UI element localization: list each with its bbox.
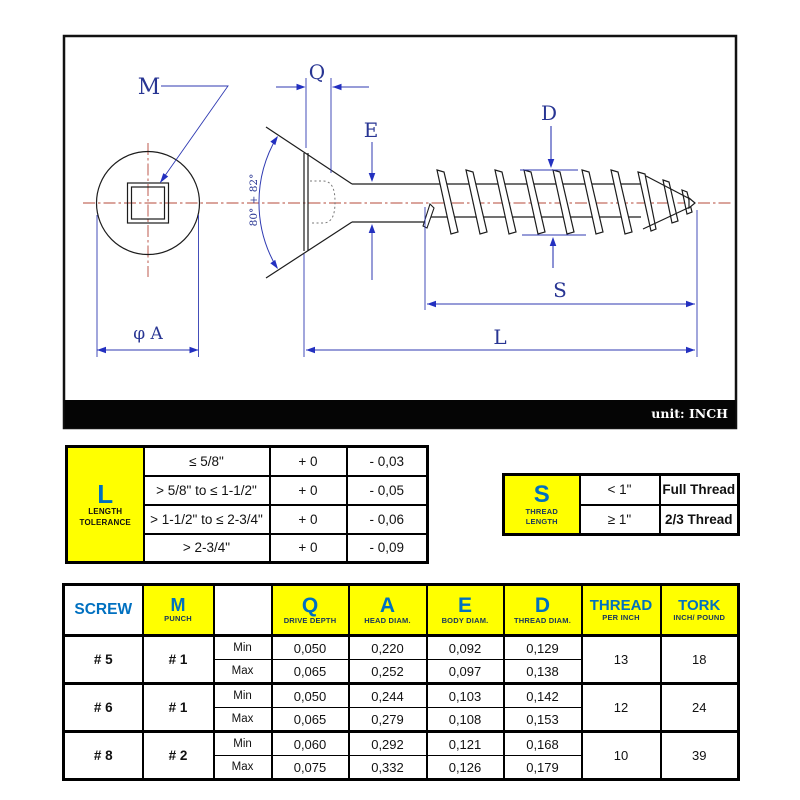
thread-value: Full Thread (660, 475, 739, 505)
e-max: 0,108 (427, 708, 504, 732)
tolerance-minus: - 0,03 (347, 447, 428, 476)
min-label: Min (214, 732, 272, 756)
thread-letter: S (533, 481, 550, 509)
thread-value: 2/3 Thread (660, 505, 739, 535)
e-max: 0,126 (427, 756, 504, 780)
length-tolerance-table (65, 445, 429, 564)
label-countersink-angle: 80° + 82° (248, 173, 260, 227)
thread-header-cell (504, 475, 580, 535)
tolerance-range: > 1-1/2" to ≤ 2-3/4" (144, 505, 270, 534)
thread-condition: < 1" (580, 475, 660, 505)
label-l: L (493, 325, 507, 349)
unit-label: unit: INCH (651, 406, 728, 421)
q-max: 0,075 (272, 756, 349, 780)
tork-value: 39 (661, 732, 739, 780)
label-s: S (553, 278, 567, 302)
thread-per-inch: 12 (582, 684, 661, 732)
q-max: 0,065 (272, 708, 349, 732)
tolerance-plus: + 0 (270, 476, 347, 505)
thread-per-inch: 13 (582, 636, 661, 684)
min-label: Min (214, 636, 272, 660)
col-header-thread: THREAD PER INCH (582, 585, 661, 636)
tolerance-plus: + 0 (270, 505, 347, 534)
thread-condition: ≥ 1" (580, 505, 660, 535)
col-header-a: A HEAD DIAM. (349, 585, 427, 636)
thread-length-table (502, 473, 740, 536)
tolerance-range: > 2-3/4" (144, 534, 270, 563)
label-m: M (137, 75, 161, 100)
label-q: Q (308, 60, 326, 84)
tolerance-sub-line1: LENGTH (88, 507, 123, 517)
d-min: 0,129 (504, 636, 582, 660)
q-min: 0,060 (272, 732, 349, 756)
max-label: Max (214, 756, 272, 780)
a-min: 0,292 (349, 732, 427, 756)
col-header-minmax (214, 585, 272, 636)
a-min: 0,220 (349, 636, 427, 660)
d-max: 0,179 (504, 756, 582, 780)
tolerance-plus: + 0 (270, 534, 347, 563)
e-min: 0,092 (427, 636, 504, 660)
a-max: 0,279 (349, 708, 427, 732)
d-min: 0,168 (504, 732, 582, 756)
thread-per-inch: 10 (582, 732, 661, 780)
e-min: 0,103 (427, 684, 504, 708)
a-max: 0,252 (349, 660, 427, 684)
tolerance-minus: - 0,06 (347, 505, 428, 534)
col-header-m: M PUNCH (143, 585, 214, 636)
a-min: 0,244 (349, 684, 427, 708)
thread-sub-line1: THREAD (525, 507, 558, 517)
tork-value: 24 (661, 684, 739, 732)
col-header-tork: TORK INCH/ POUND (661, 585, 739, 636)
e-min: 0,121 (427, 732, 504, 756)
thread-sub-line2: LENGTH (525, 516, 558, 526)
tork-value: 18 (661, 636, 739, 684)
label-e: E (363, 118, 379, 142)
d-min: 0,142 (504, 684, 582, 708)
drawing-border (64, 36, 736, 428)
q-min: 0,050 (272, 636, 349, 660)
q-min: 0,050 (272, 684, 349, 708)
e-max: 0,097 (427, 660, 504, 684)
tolerance-letter: L (97, 479, 114, 510)
col-header-e: E BODY DIAM. (427, 585, 504, 636)
tolerance-minus: - 0,09 (347, 534, 428, 563)
label-d: D (540, 101, 558, 125)
tolerance-header-cell (67, 447, 144, 563)
unit-bar (65, 400, 736, 428)
col-header-q: Q DRIVE DEPTH (272, 585, 349, 636)
screw-size: # 8 (64, 732, 143, 780)
tolerance-range: > 5/8" to ≤ 1-1/2" (144, 476, 270, 505)
col-header-d: D THREAD DIAM. (504, 585, 582, 636)
label-phi-a: φ A (133, 324, 163, 344)
max-label: Max (214, 660, 272, 684)
d-max: 0,138 (504, 660, 582, 684)
screw-size: # 6 (64, 684, 143, 732)
tolerance-range: ≤ 5/8" (144, 447, 270, 476)
a-max: 0,332 (349, 756, 427, 780)
punch-size: # 1 (143, 636, 214, 684)
min-label: Min (214, 684, 272, 708)
screw-spec-table (62, 583, 740, 781)
tolerance-minus: - 0,05 (347, 476, 428, 505)
screw-size: # 5 (64, 636, 143, 684)
q-max: 0,065 (272, 660, 349, 684)
tolerance-plus: + 0 (270, 447, 347, 476)
punch-size: # 2 (143, 732, 214, 780)
d-max: 0,153 (504, 708, 582, 732)
max-label: Max (214, 708, 272, 732)
punch-size: # 1 (143, 684, 214, 732)
col-header-screw: SCREW (64, 585, 143, 636)
tolerance-sub-line2: TOLERANCE (79, 517, 131, 527)
